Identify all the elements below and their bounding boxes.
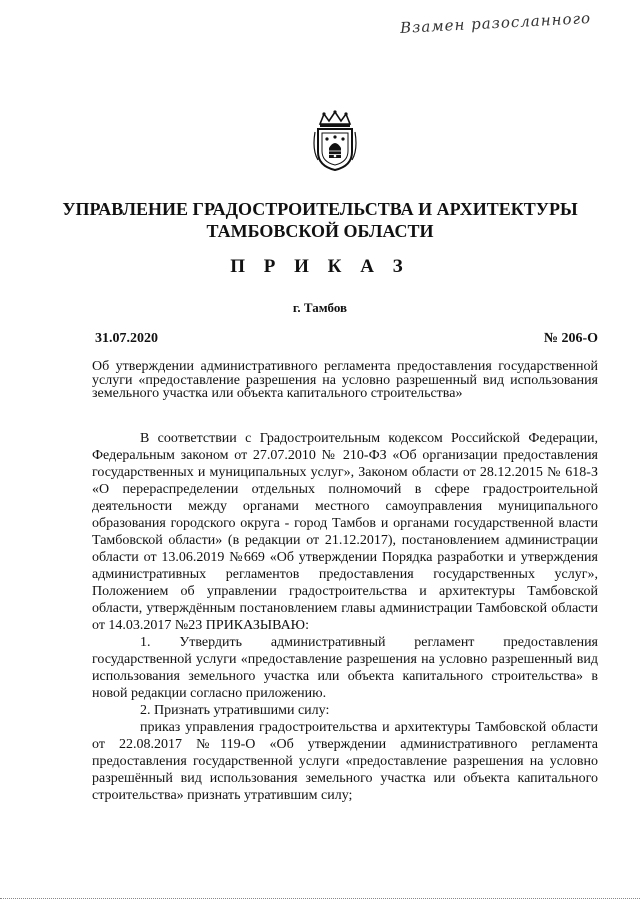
paragraph-item-2: 2. Признать утратившими силу: bbox=[140, 703, 330, 718]
organization-name bbox=[0, 198, 640, 242]
city: г. Тамбов bbox=[292, 300, 348, 315]
org-line-2: ТАМБОВСКОЙ ОБЛАСТИ bbox=[206, 221, 434, 241]
order-subject: Об утверждении административного регламента предоставления государственной услуги «предоставление разрешения на условно разрешенный вид использования земельного участка или объекта капитального строительства» bbox=[92, 359, 598, 401]
order-number: № 206-О bbox=[543, 331, 598, 346]
paragraph-item-1: 1. Утвердить административный регламент предоставления государственной услуги «предоставление разрешения на условно разрешенный вид использования земельного участка или объекта капитального строительства» в новой редакции согласно приложению. bbox=[92, 635, 598, 701]
order-body bbox=[92, 430, 598, 804]
paragraph-preamble: В соответствии с Градостроительным кодексом Российской Федерации, Федеральным законом от 27.07.2010 № 210-ФЗ «Об организации предоставления государственных и муниципальных услуг», Законом области от 28.12.2015 № 618-З «О перераспределении отдельных полномочий в сфере градостроительной деятельности между органами местного самоуправления муниципального образования городского округа - город Тамбов и органами государственной власти Тамбовской области» (в редакции от 21.12.2017), постановлением администрации области от 13.06.2019 №669 «Об утверждении Порядка разработки и утверждения административных регламентов предоставления государственных услуг», Положением об управлении градостроительства и архитектуры Тамбовской области, утверждённым постановлением главы администрации Тамбовской области от 14.03.2017 №23 ПРИКАЗЫВАЮ: bbox=[92, 431, 598, 633]
handwritten-note: Взамен разосланного bbox=[399, 9, 592, 37]
order-date: 31.07.2020 bbox=[95, 331, 158, 346]
paragraph-item-2-detail: приказ управления градостроительства и архитектуры Тамбовской области от 22.08.2017 №119-О «Об утверждении административного регламента предоставления государственной услуги «предоставление разрешения на условно разрешённый вид использования земельного участка или объекта капитального строительства» признать утратившим силу; bbox=[92, 720, 598, 803]
page-bottom-edge bbox=[0, 898, 640, 900]
coat-of-arms-icon bbox=[312, 110, 358, 172]
document-type: П Р И К А З bbox=[230, 256, 410, 277]
org-line-1: УПРАВЛЕНИЕ ГРАДОСТРОИТЕЛЬСТВА И АРХИТЕКТУРЫ bbox=[62, 199, 578, 219]
